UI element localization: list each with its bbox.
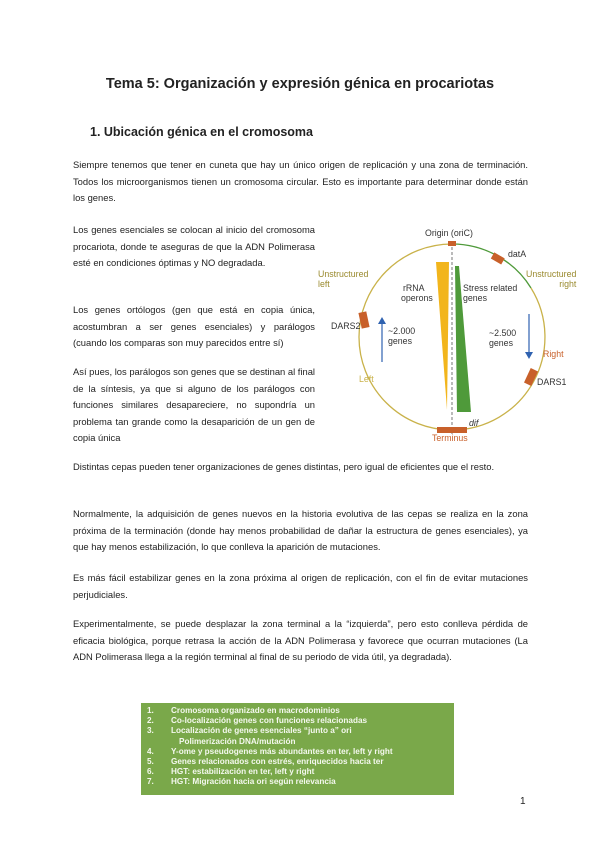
- paragraph-2: Los genes esenciales se colocan al inicio del cromosoma procariota, donde te aseguras de que la ADN Polimerasa esté en condiciones óptimas y NO degradada.: [73, 224, 315, 268]
- left-label: Left: [359, 374, 374, 384]
- paragraph-3: Los genes ortólogos (gen que está en copia única, acostumbran a ser genes esenciales) y parálogos (cuando los comparas son muy parecidos entre sí): [73, 304, 315, 348]
- paragraph-6: Normalmente, la adquisición de genes nuevos en la historia evolutiva de las cepas se realiza en la zona próxima de la terminación (donde hay menos probabilidad de dañar la estructura de genes esenciales), ya que hay menos estabilización, lo que conlleva la aparición de mutaciones.: [73, 508, 528, 552]
- rrna-label: rRNA operons: [401, 283, 433, 303]
- summary-item: 3. Localización de genes esenciales “junto a” ori: [147, 726, 352, 736]
- summary-item: 2. Co-localización genes con funciones relacionadas: [147, 716, 368, 726]
- summary-item: 6. HGT: estabilización en ter, left y right: [147, 767, 315, 777]
- summary-box: [141, 703, 454, 795]
- origin-label: Origin (oriC): [425, 228, 473, 238]
- unstructured-left-label: Unstructured left: [318, 269, 369, 289]
- right-label: Right: [543, 349, 564, 359]
- unstructured-right-label: Unstructured right: [526, 269, 577, 289]
- summary-item: Polimerización DNA/mutación: [179, 736, 296, 746]
- left-genes-label: ~2.000 genes: [388, 326, 416, 346]
- dars2-label: DARS2: [331, 321, 361, 331]
- data-label: datA: [508, 249, 527, 259]
- paragraph-7: Es más fácil estabilizar genes en la zona próxima al origen de replicación, con el fin de evitar mutaciones perjudiciales.: [73, 572, 528, 600]
- terminus-label: Terminus: [432, 433, 468, 443]
- document-title: Tema 5: Organización y expresión génica en procariotas: [105, 76, 495, 92]
- origin-marker: [448, 241, 456, 246]
- summary-item: 1. Cromosoma organizado en macrodominios: [147, 706, 340, 715]
- data-marker: [491, 252, 505, 264]
- right-genes-label: ~2.500 genes: [489, 328, 517, 348]
- section-heading: 1. Ubicación génica en el cromosoma: [90, 125, 313, 139]
- chromosome-diagram: [318, 222, 588, 444]
- paragraph-4: Así pues, los parálogos son genes que se destinan al final de la síntesis, ya que si alguno de los parálogos con funciones similares desapareciere, no supondría un problema tan grande como la desaparición de un gen de copia única: [73, 366, 315, 443]
- paragraph-1: Siempre tenemos que tener en cuneta que hay un único origen de replicación y una zona de terminación. Todos los microorganismos tienen un cromosoma circular. Esto es importante para determinar donde están los genes.: [73, 159, 528, 203]
- paragraph-8: Experimentalmente, se puede desplazar la zona terminal a la “izquierda”, pero esto conlleva pérdida de eficacia biológica, porque retrasa la acción de la ADN Polimerasa y favorece que ocurran mutaciones (La ADN Polimerasa llega a la región terminal al final de su periodo de vida útil, ya degradada).: [73, 618, 528, 662]
- paragraph-5: Distintas cepas pueden tener organizaciones de genes distintas, pero igual de eficientes que el resto.: [73, 461, 495, 472]
- chromosome-diagram-svg: [326, 222, 588, 444]
- dars1-label: DARS1: [537, 377, 567, 387]
- stress-genes-label: Stress related genes: [463, 283, 518, 303]
- right-replichore-arrowhead: [525, 352, 533, 359]
- page-number: 1: [520, 796, 526, 807]
- dif-label: dif: [469, 418, 479, 428]
- summary-item: 7. HGT: Migración hacia ori según relevancia: [147, 777, 336, 787]
- summary-item: 4. Y-ome y pseudogenes más abundantes en ter, left y right: [147, 746, 393, 756]
- summary-item: 5. Genes relacionados con estrés, enriquecidos hacia ter: [147, 757, 384, 767]
- left-replichore-arrowhead: [378, 317, 386, 324]
- rrna-wedge: [436, 262, 449, 410]
